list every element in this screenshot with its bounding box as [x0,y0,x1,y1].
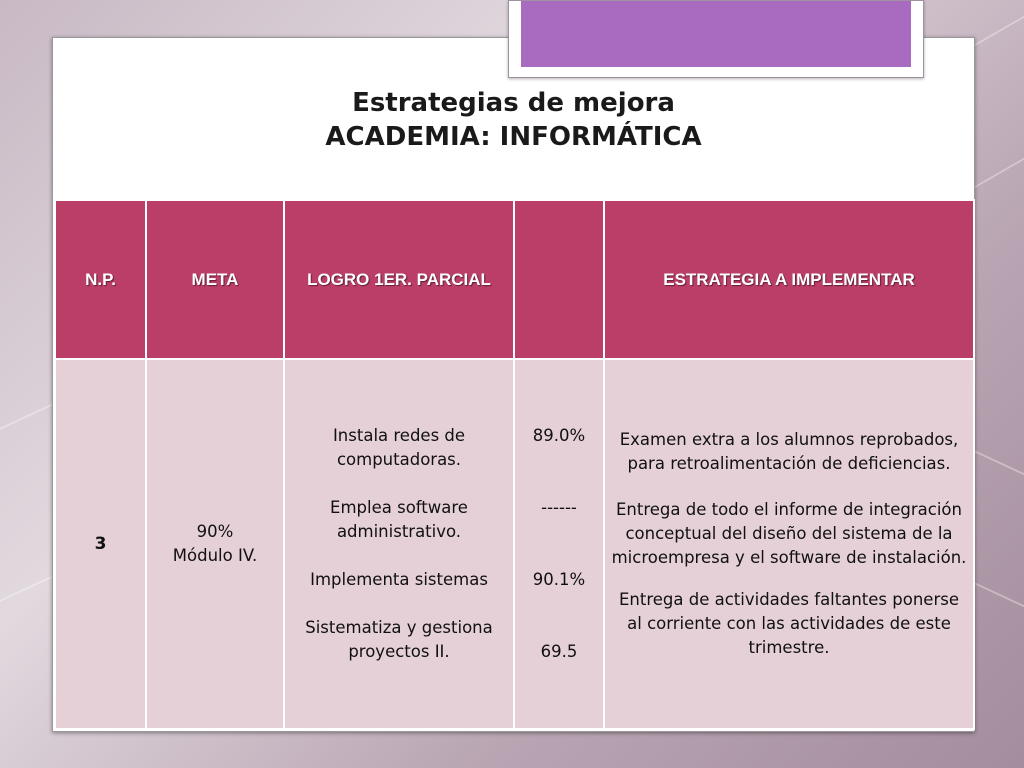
logro-value: 89.0% [532,426,586,445]
cell-estrategia [604,359,974,729]
header-np: N.P. [55,200,146,359]
logro-item: Instala redes de computadoras. [332,426,466,469]
cell-meta [146,359,284,729]
logro-value: ------ [541,498,577,517]
table-row [55,359,974,729]
accent-bar [508,0,924,78]
logro-value: 90.1% [532,570,586,589]
cell-values [514,359,604,729]
estrategia-item: Entrega de actividades faltantes ponerse al corriente con las actividades de este trimestre. [619,590,959,657]
title-line-2: ACADEMIA: INFORMÁTICA [325,122,702,152]
accent-bar-fill [521,1,911,67]
header-meta: META [146,200,284,359]
logro-item: Emplea software administrativo. [330,498,468,541]
header-estrategia: ESTRATEGIA A IMPLEMENTAR [604,200,974,359]
slide-content [52,37,975,732]
logro-value: 69.5 [540,642,578,661]
estrategia-item: Examen extra a los alumnos reprobados, para retroalimentación de deficiencias. [619,430,959,473]
table-header-row [55,200,974,359]
meta-module: Módulo IV. [172,546,258,565]
strategies-table [54,199,975,730]
title-line-1: Estrategias de mejora [352,88,675,118]
cell-np [55,359,146,729]
logro-item: Sistematiza y gestiona proyectos II. [305,618,493,661]
logro-item: Implementa sistemas [310,570,488,589]
estrategia-item: Entrega de todo el informe de integración conceptual del diseño del sistema de la microempresa y el software de instalación. [611,500,967,567]
cell-logro [284,359,514,729]
slide-title [53,86,974,154]
np-value: 3 [94,534,107,554]
meta-percent: 90% [196,522,234,541]
header-logro: LOGRO 1ER. PARCIAL [284,200,514,359]
header-blank [514,200,604,359]
